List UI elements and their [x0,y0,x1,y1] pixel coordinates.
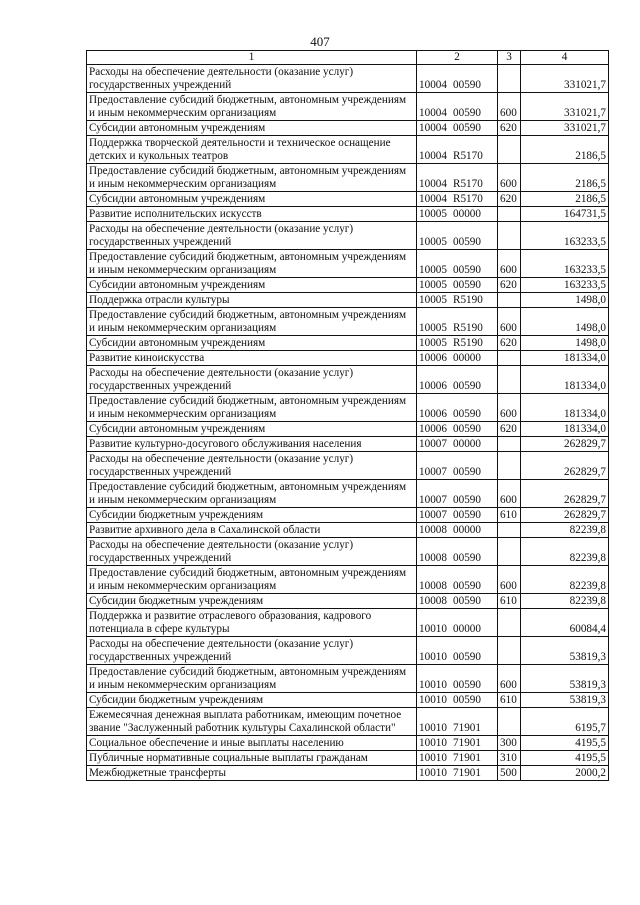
row-name: Развитие киноискусства [87,351,417,366]
row-code-program: 10010 [419,752,447,764]
row-type: 620 [498,422,521,437]
table-row [87,480,609,508]
row-code [417,293,498,308]
table-row [87,121,609,136]
row-amount: 1498,0 [521,336,609,351]
row-amount: 181334,0 [521,366,609,394]
row-code [417,594,498,609]
table-header-row [87,51,609,65]
row-type: 600 [498,566,521,594]
row-code-program: 10004 [419,193,447,205]
row-code-program: 10007 [419,438,447,450]
row-code-program: 10008 [419,524,447,536]
table-row [87,250,609,278]
row-code-direction: 00590 [453,107,481,119]
row-type [498,366,521,394]
row-amount: 262829,7 [521,437,609,452]
row-code-direction: 00590 [453,79,481,91]
row-code [417,708,498,736]
row-name: Публичные нормативные социальные выплаты гражданам [87,751,417,766]
row-code-direction: 00590 [453,380,481,392]
row-amount: 164731,5 [521,207,609,222]
budget-table [86,50,609,781]
row-code-direction: 00590 [453,279,481,291]
row-type: 600 [498,164,521,192]
row-code-program: 10008 [419,552,447,564]
row-name: Предоставление субсидий бюджетным, автономным учреждениям и иным некоммерческим организациям [87,480,417,508]
row-code [417,192,498,207]
row-code-program: 10008 [419,595,447,607]
row-code-direction: 00590 [453,595,481,607]
row-amount: 181334,0 [521,394,609,422]
row-code-direction: 71901 [453,767,481,779]
table-row [87,437,609,452]
row-code [417,665,498,693]
row-code-program: 10010 [419,767,447,779]
row-amount: 262829,7 [521,480,609,508]
header-col-4: 4 [521,51,609,65]
row-code-program: 10004 [419,178,447,190]
row-type: 620 [498,192,521,207]
row-name: Развитие исполнительских искусств [87,207,417,222]
table-row [87,665,609,693]
row-name: Предоставление субсидий бюджетным, автономным учреждениям и иным некоммерческим организациям [87,93,417,121]
row-type [498,222,521,250]
row-amount: 2000,2 [521,766,609,781]
row-name: Расходы на обеспечение деятельности (оказание услуг) государственных учреждений [87,222,417,250]
row-code-program: 10010 [419,737,447,749]
row-code [417,351,498,366]
row-type: 610 [498,693,521,708]
row-name: Предоставление субсидий бюджетным, автономным учреждениям и иным некоммерческим организациям [87,665,417,693]
table-row [87,351,609,366]
row-code-direction: 71901 [453,737,481,749]
row-amount: 2186,5 [521,192,609,207]
row-amount: 181334,0 [521,422,609,437]
row-amount: 163233,5 [521,222,609,250]
row-amount: 163233,5 [521,278,609,293]
row-code [417,480,498,508]
row-code [417,136,498,164]
row-code-program: 10005 [419,322,447,334]
row-code-program: 10005 [419,279,447,291]
page-number: 407 [310,34,330,49]
row-name: Субсидии автономным учреждениям [87,336,417,351]
row-code [417,637,498,665]
table-row [87,766,609,781]
row-type [498,637,521,665]
table-row [87,566,609,594]
row-type: 620 [498,336,521,351]
table-row [87,136,609,164]
row-code [417,336,498,351]
row-code-direction: 00590 [453,408,481,420]
row-code-program: 10005 [419,236,447,248]
row-name: Субсидии автономным учреждениям [87,192,417,207]
row-code-direction: 00590 [453,494,481,506]
row-code-direction: 71901 [453,752,481,764]
row-amount: 1498,0 [521,308,609,336]
row-code-program: 10006 [419,380,447,392]
row-code-direction: 00000 [453,524,481,536]
row-amount: 82239,8 [521,523,609,538]
row-code-direction: 00000 [453,438,481,450]
row-code [417,437,498,452]
row-type: 310 [498,751,521,766]
row-code-program: 10006 [419,408,447,420]
row-code [417,693,498,708]
row-code-direction: 00590 [453,679,481,691]
row-code [417,452,498,480]
table-row [87,222,609,250]
row-code-program: 10005 [419,294,447,306]
row-code-program: 10006 [419,423,447,435]
row-type [498,65,521,93]
row-code-program: 10005 [419,337,447,349]
row-amount: 6195,7 [521,708,609,736]
row-type [498,609,521,637]
row-code-program: 10004 [419,79,447,91]
row-amount: 331021,7 [521,93,609,121]
row-code-direction: R5190 [453,337,483,349]
table-row [87,308,609,336]
row-amount: 60084,4 [521,609,609,637]
row-code [417,164,498,192]
table-row [87,207,609,222]
row-code [417,222,498,250]
row-code-program: 10010 [419,679,447,691]
row-amount: 2186,5 [521,136,609,164]
row-name: Поддержка и развитие отраслевого образования, кадрового потенциала в сфере культуры [87,609,417,637]
header-col-1: 1 [87,51,417,65]
row-type: 610 [498,594,521,609]
row-amount: 331021,7 [521,65,609,93]
row-code-direction: 00590 [453,236,481,248]
row-code [417,538,498,566]
row-code-program: 10010 [419,722,447,734]
row-name: Расходы на обеспечение деятельности (оказание услуг) государственных учреждений [87,452,417,480]
row-amount: 181334,0 [521,351,609,366]
row-type [498,437,521,452]
row-code-direction: 00000 [453,352,481,364]
row-amount: 82239,8 [521,538,609,566]
table-row [87,192,609,207]
row-name: Предоставление субсидий бюджетным, автономным учреждениям и иным некоммерческим организациям [87,164,417,192]
row-type: 600 [498,394,521,422]
row-name: Расходы на обеспечение деятельности (оказание услуг) государственных учреждений [87,65,417,93]
row-code-direction: R5190 [453,322,483,334]
row-amount: 53819,3 [521,693,609,708]
row-name: Предоставление субсидий бюджетным, автономным учреждениям и иным некоммерческим организациям [87,394,417,422]
row-name: Субсидии автономным учреждениям [87,422,417,437]
row-code [417,366,498,394]
row-code-direction: R5190 [453,294,483,306]
table-row [87,751,609,766]
row-amount: 4195,5 [521,736,609,751]
row-code-direction: R5170 [453,178,483,190]
row-code-direction: 00590 [453,509,481,521]
row-code-program: 10007 [419,466,447,478]
row-code-direction: 00000 [453,208,481,220]
row-name: Развитие культурно-досугового обслуживания населения [87,437,417,452]
row-code [417,250,498,278]
row-name: Предоставление субсидий бюджетным, автономным учреждениям и иным некоммерческим организациям [87,308,417,336]
row-name: Социальное обеспечение и иные выплаты населению [87,736,417,751]
row-type: 620 [498,121,521,136]
row-code-program: 10004 [419,150,447,162]
row-amount: 53819,3 [521,637,609,665]
row-type [498,538,521,566]
table-row [87,736,609,751]
row-name: Межбюджетные трансферты [87,766,417,781]
row-name: Субсидии автономным учреждениям [87,121,417,136]
table-row [87,422,609,437]
row-code [417,422,498,437]
row-type [498,452,521,480]
row-code [417,308,498,336]
row-code-direction: 00590 [453,552,481,564]
row-code-program: 10010 [419,623,447,635]
row-type [498,207,521,222]
row-code-direction: 00590 [453,651,481,663]
row-type [498,708,521,736]
row-type [498,523,521,538]
row-type [498,293,521,308]
row-code-direction: R5170 [453,193,483,205]
row-code [417,65,498,93]
table-row [87,394,609,422]
table-row [87,164,609,192]
row-code-program: 10006 [419,352,447,364]
row-code [417,508,498,523]
row-code-direction: 00590 [453,580,481,592]
row-type: 620 [498,278,521,293]
table-row [87,293,609,308]
table-row [87,508,609,523]
row-amount: 163233,5 [521,250,609,278]
row-type: 600 [498,250,521,278]
row-code-direction: 00590 [453,122,481,134]
row-code-program: 10010 [419,651,447,663]
table-row [87,708,609,736]
row-code [417,736,498,751]
table-row [87,366,609,394]
table-row [87,609,609,637]
row-code-program: 10004 [419,122,447,134]
row-code-program: 10005 [419,264,447,276]
row-code [417,566,498,594]
row-code-direction: 00590 [453,423,481,435]
row-code-direction: R5170 [453,150,483,162]
row-type: 300 [498,736,521,751]
row-amount: 331021,7 [521,121,609,136]
row-type: 600 [498,665,521,693]
row-type [498,136,521,164]
row-code [417,93,498,121]
row-code [417,523,498,538]
table-row [87,278,609,293]
row-amount: 82239,8 [521,566,609,594]
row-code-direction: 71901 [453,722,481,734]
row-type: 600 [498,480,521,508]
table-row [87,65,609,93]
row-type: 610 [498,508,521,523]
table-row [87,336,609,351]
row-name: Расходы на обеспечение деятельности (оказание услуг) государственных учреждений [87,366,417,394]
header-col-3: 3 [498,51,521,65]
row-amount: 4195,5 [521,751,609,766]
row-amount: 82239,8 [521,594,609,609]
row-name: Поддержка отрасли культуры [87,293,417,308]
table-row [87,452,609,480]
row-code [417,751,498,766]
row-code [417,207,498,222]
row-code [417,121,498,136]
table-row [87,637,609,665]
row-name: Ежемесячная денежная выплата работникам, имеющим почетное звание "Заслуженный работник культуры Сахалинской области" [87,708,417,736]
row-type: 500 [498,766,521,781]
row-name: Субсидии бюджетным учреждениям [87,594,417,609]
row-code-program: 10008 [419,580,447,592]
row-name: Расходы на обеспечение деятельности (оказание услуг) государственных учреждений [87,637,417,665]
row-code-direction: 00590 [453,694,481,706]
row-code-program: 10010 [419,694,447,706]
row-name: Субсидии автономным учреждениям [87,278,417,293]
row-name: Развитие архивного дела в Сахалинской области [87,523,417,538]
row-name: Поддержка творческой деятельности и техническое оснащение детских и кукольных театров [87,136,417,164]
row-name: Субсидии бюджетным учреждениям [87,508,417,523]
row-name: Расходы на обеспечение деятельности (оказание услуг) государственных учреждений [87,538,417,566]
table-row [87,93,609,121]
row-type: 600 [498,93,521,121]
row-code-direction: 00590 [453,264,481,276]
header-col-2: 2 [417,51,498,65]
row-code-program: 10004 [419,107,447,119]
row-amount: 2186,5 [521,164,609,192]
row-amount: 53819,3 [521,665,609,693]
row-code-program: 10007 [419,494,447,506]
row-type: 600 [498,308,521,336]
row-code-direction: 00000 [453,623,481,635]
row-code [417,394,498,422]
row-amount: 262829,7 [521,452,609,480]
row-code-direction: 00590 [453,466,481,478]
row-name: Предоставление субсидий бюджетным, автономным учреждениям и иным некоммерческим организациям [87,250,417,278]
row-type [498,351,521,366]
row-amount: 262829,7 [521,508,609,523]
row-code [417,609,498,637]
row-name: Субсидии бюджетным учреждениям [87,693,417,708]
row-name: Предоставление субсидий бюджетным, автономным учреждениям и иным некоммерческим организациям [87,566,417,594]
row-code [417,278,498,293]
row-code [417,766,498,781]
table-row [87,523,609,538]
row-amount: 1498,0 [521,293,609,308]
table-row [87,594,609,609]
table-row [87,538,609,566]
row-code-program: 10005 [419,208,447,220]
row-code-program: 10007 [419,509,447,521]
table-row [87,693,609,708]
